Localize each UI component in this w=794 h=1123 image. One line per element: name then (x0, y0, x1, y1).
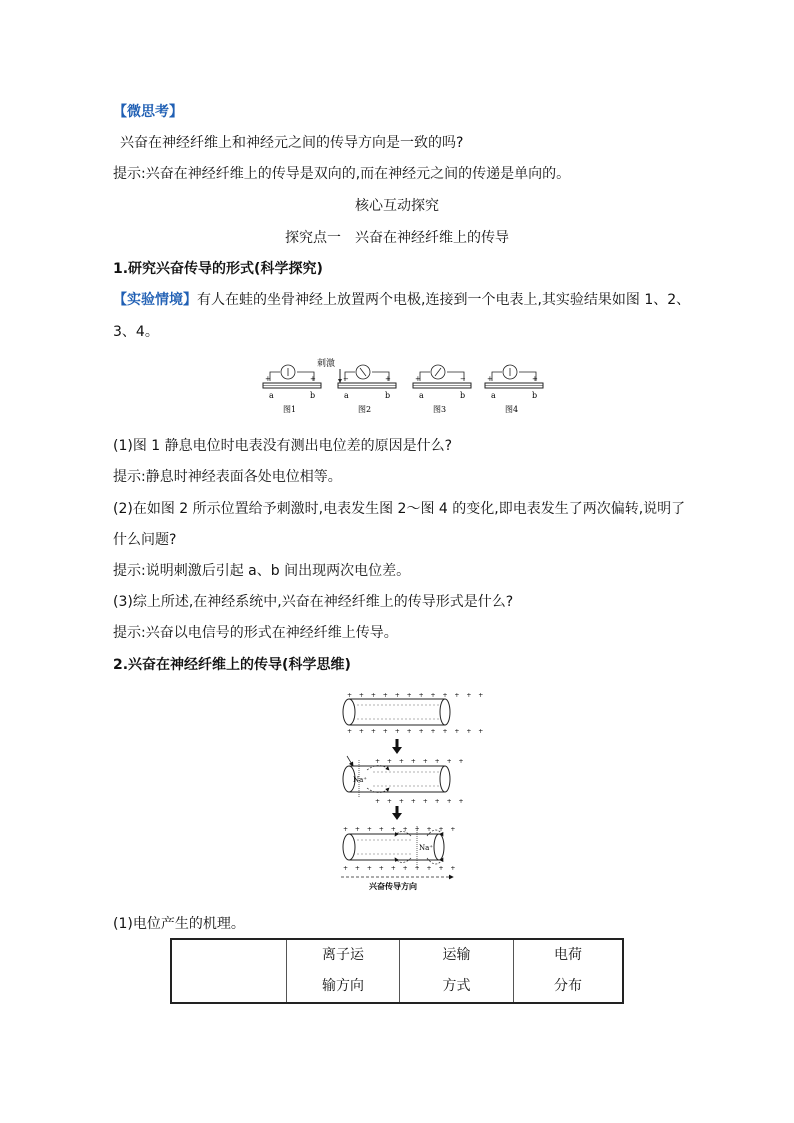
svg-text:b: b (385, 391, 391, 400)
svg-text:+: + (385, 375, 391, 383)
fiber-resting (343, 692, 486, 735)
svg-text:+: + (265, 375, 271, 383)
svg-text:+: + (415, 375, 421, 383)
svg-text:+ + + + + + + + + + + +: + + + + + + + + + + + + (347, 692, 486, 699)
table-header-charge-distribution: 电荷 分布 (514, 939, 624, 1003)
fiber-excited (343, 756, 466, 805)
experiment-tag: 【实验情境】 (113, 292, 197, 308)
svg-text:b: b (460, 391, 466, 400)
svg-text:+: + (532, 375, 538, 383)
galvanometer-figure (255, 357, 545, 417)
figure-4-caption: 图4 (505, 405, 519, 414)
svg-text:b: b (310, 391, 316, 400)
table-header-empty (171, 939, 287, 1003)
question-2-line-2: 什么问题? (113, 532, 177, 548)
table-header-transport-mode: 运输 方式 (400, 939, 514, 1003)
mechanism-label: (1)电位产生的机理。 (113, 916, 245, 932)
figure-2 (338, 365, 396, 414)
svg-text:+ + + + + + + + + +: + + + + + + + + + + (343, 826, 458, 833)
nerve-conduction-diagram (335, 688, 486, 894)
experiment-text-2: 3、4。 (113, 324, 159, 340)
svg-text:+: + (310, 375, 316, 383)
figure-3 (413, 365, 471, 414)
svg-text:a: a (491, 391, 496, 400)
direction-label: 兴奋传导方向 (369, 881, 417, 891)
svg-text:+: + (487, 375, 493, 383)
figure-2-caption: 图2 (358, 405, 372, 414)
subheading-1: 1.研究兴奋传导的形式(科学探究) (113, 261, 323, 277)
answer-2: 提示:说明刺激后引起 a、b 间出现两次电位差。 (113, 563, 411, 579)
experiment-text-1: 【实验情境】有人在蛙的坐骨神经上放置两个电极,连接到一个电表上,其实验结果如图 1、2、 (113, 292, 691, 308)
figure-1 (263, 365, 321, 414)
table-header-row (171, 939, 623, 1003)
svg-text:−: − (343, 375, 349, 383)
sodium-label-2: Na⁺ (419, 844, 433, 852)
question-3: (3)综上所述,在神经系统中,兴奋在神经纤维上的传导形式是什么? (113, 594, 514, 610)
figure-3-caption: 图3 (433, 405, 447, 414)
heading-core: 核心互动探究 (355, 198, 439, 214)
figure-1-caption: 图1 (283, 405, 297, 414)
hint-intro: 提示:兴奋在神经纤维上的传导是双向的,而在神经元之间的传递是单向的。 (113, 166, 571, 182)
svg-text:a: a (269, 391, 274, 400)
sodium-label-1: Na⁺ (353, 776, 367, 784)
question-intro: 兴奋在神经纤维上和神经元之间的传导方向是一致的吗? (120, 135, 464, 151)
figure-4 (485, 365, 543, 414)
table-header-ion-direction: 离子运 输方向 (287, 939, 400, 1003)
svg-text:+ + + + + + + + + + + +: + + + + + + + + + + + + (347, 728, 486, 735)
question-2-line-1: (2)在如图 2 所示位置给予刺激时,电表发生图 2～图 4 的变化,即电表发生了两次偏转,说明了 (113, 501, 686, 517)
mechanism-table (170, 938, 624, 1004)
svg-text:+ + + + + + + +: + + + + + + + + (375, 798, 467, 805)
svg-text:a: a (419, 391, 424, 400)
heading-point: 探究点一 兴奋在神经纤维上的传导 (285, 230, 509, 246)
subheading-2: 2.兴奋在神经纤维上的传导(科学思维) (113, 657, 351, 673)
answer-1: 提示:静息时神经表面各处电位相等。 (113, 469, 342, 485)
svg-text:a: a (344, 391, 349, 400)
stimulus-label: 刺激 (317, 359, 336, 369)
fiber-propagating (343, 826, 458, 872)
svg-text:b: b (532, 391, 538, 400)
svg-text:+ + + + + + + + + +: + + + + + + + + + + (343, 865, 458, 872)
answer-3: 提示:兴奋以电信号的形式在神经纤维上传导。 (113, 625, 398, 641)
section-tag: 【微思考】 (113, 104, 183, 120)
svg-text:+ + + + + + + +: + + + + + + + + (375, 758, 467, 765)
svg-text:−: − (460, 375, 466, 383)
question-1: (1)图 1 静息电位时电表没有测出电位差的原因是什么? (113, 438, 453, 454)
